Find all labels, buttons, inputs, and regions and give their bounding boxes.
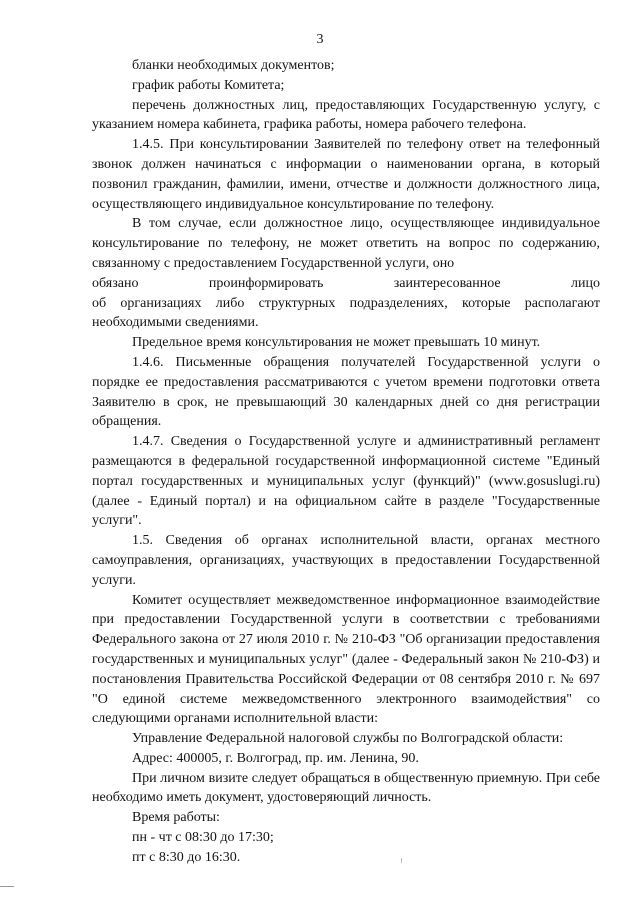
paragraph: Предельное время консультирования не может превышать 10 минут. [132, 335, 541, 351]
paragraph: график работы Комитета; [132, 77, 285, 93]
document-body [92, 56, 600, 868]
paragraph: об организациях либо структурных подразделениях, которые располагают необходимыми сведениями. [92, 295, 600, 331]
paragraph: перечень должностных лиц, предоставляющих Государственную услугу, с указанием номера кабинета, графика работы, номера рабочего телефона. [92, 97, 600, 133]
paragraph: обязано проинформировать заинтересованное лицо [92, 275, 600, 291]
paragraph: Управление Федеральной налоговой службы по Волгоградской области: [132, 731, 564, 747]
paragraph: Адрес: 400005, г. Волгоград, пр. им. Ленина, 90. [132, 750, 419, 766]
paragraph: 1.4.7. Сведения о Государственной услуге и административный регламент размещаются в федеральной государственной информационной системе "Единый портал государственных и муниципальных услуг (функций)" (www.gosuslugi.ru) (далее - Единый портал) и на официальном сайте в разделе "Государственные услуги". [92, 434, 600, 529]
paragraph: 1.4.6. Письменные обращения получателей Государственной услуги о порядке ее предоставления рассматриваются с учетом времени подготовки ответа Заявителю в срок, не превышающий 30 календарных дней со дня регистрации обращения. [92, 354, 600, 430]
scan-speck [401, 858, 402, 863]
scan-edge-mark [0, 886, 14, 887]
paragraph: В том случае, если должностное лицо, осуществляющее индивидуальное консультирование по телефону, не может ответить на вопрос по содержанию, связанному с предоставлением Государственной услуги, оно [92, 216, 600, 271]
paragraph: 1.4.5. При консультировании Заявителей по телефону ответ на телефонный звонок должен начинаться с информации о наименовании органа, в который позвонил гражданин, фамилии, имени, отчестве и должности должностного лица, осуществляющего индивидуальное консультирование по телефону. [92, 137, 600, 212]
paragraph: 1.5. Сведения об органах исполнительной власти, органах местного самоуправления, организациях, участвующих в предоставлении Государственной услуги. [92, 533, 600, 588]
page-number: 3 [316, 32, 324, 47]
paragraph: Комитет осуществляет межведомственное информационное взаимодействие при предоставлении Государственной услуги в соответствии с требованиями Федерального закона от 27 июля 2010 г. № 210-ФЗ "Об организации предоставления государственных и муниципальных услуг" (далее - Федеральный закон № 210-ФЗ) и постановления Правительства Российской Федерации от 08 сентября 2010 г. № 697 "О единой системе межведомственного электронного взаимодействия" со следующими органами исполнительной власти: [92, 592, 600, 727]
paragraph: При личном визите следует обращаться в общественную приемную. При себе необходимо иметь документ, удостоверяющий личность. [92, 770, 600, 806]
paragraph: пт с 8:30 до 16:30. [132, 849, 241, 865]
paragraph: Время работы: [132, 810, 220, 826]
paragraph: пн - чт с 08:30 до 17:30; [132, 830, 274, 846]
paragraph: бланки необходимых документов; [132, 58, 335, 73]
